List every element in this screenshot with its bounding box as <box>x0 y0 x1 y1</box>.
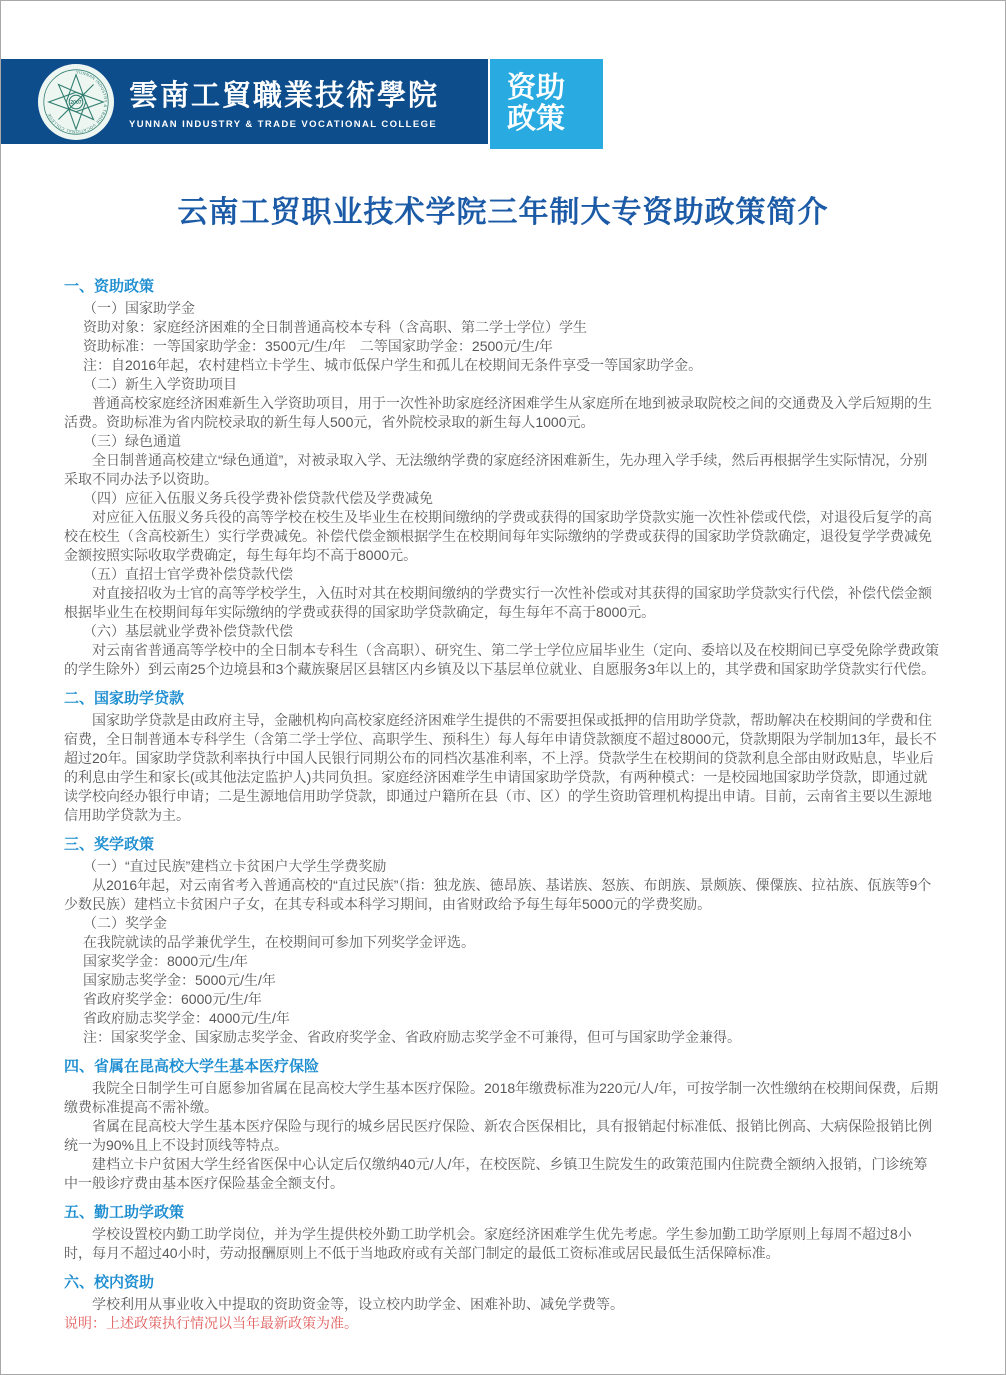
section-national-student-loan <box>64 689 939 825</box>
section-campus-aid <box>64 1273 939 1314</box>
section-heading: 二、国家助学贷款 <box>64 690 185 707</box>
college-name-zh: 雲南工貿職業技術學院 <box>129 78 440 112</box>
scholarship-amount-line: 省政府奖学金：6000元/生/年 <box>83 991 262 1007</box>
section-medical-insurance <box>64 1057 939 1193</box>
college-seal-logo <box>37 63 115 141</box>
section-heading: 四、省属在昆高校大学生基本医疗保险 <box>64 1058 320 1075</box>
policy-subitem: （三）绿色通道 <box>83 433 181 449</box>
policy-paragraph: 国家助学贷款是由政府主导，金融机构向高校家庭经济困难学生提供的不需要担保或抵押的信用助学贷款，帮助解决在校期间的学费和住宿费，全日制普通本专科学生（含第二学士学位、高职学生、预科生）每人每年申请贷款额度不超过8000元，贷款期限为学制加13年，最长不超过20年。国家助学贷款利率执行中国人民银行同期公布的同档次基准利率，不上浮。贷款学生在校期间的贷款利息全部由财政贴息，毕业后的利息由学生和家长(或其他法定监护人)共同负担。家庭经济困难学生申请国家助学贷款，有两种模式：一是校园地国家助学贷款，即通过就读学校向经办银行申请；二是生源地信用助学贷款，即通过户籍所在县（市、区）的学生资助管理机构提出申请。目前，云南省主要以生源地信用助学贷款为主。 <box>64 712 937 823</box>
policy-paragraph: 省属在昆高校大学生基本医疗保险与现行的城乡居民医疗保险、新农合医保相比，具有报销起付标准低、报销比例高、大病保险报销比例统一为90%且上不设封顶线等特点。 <box>64 1118 932 1153</box>
policy-note-line: 注：国家奖学金、国家励志奖学金、省政府奖学金、省政府励志奖学金不可兼得，但可与国家助学金兼得。 <box>83 1029 741 1045</box>
policy-subitem: （五）直招士官学费补偿贷款代偿 <box>83 566 293 582</box>
policy-paragraph: 学校设置校内勤工助学岗位，并为学生提供校外勤工助学机会。家庭经济困难学生优先考虑。学生参加勤工助学原则上每周不超过8小时，每月不超过40小时，劳动报酬原则上不低于当地政府或有关部门制定的最低工资标准或居民最低生活保障标准。 <box>64 1226 912 1261</box>
disclaimer-note: 说明：上述政策执行情况以当年最新政策为准。 <box>64 1315 358 1331</box>
page-title: 云南工贸职业技术学院三年制大专资助政策简介 <box>177 196 829 229</box>
section-heading: 三、奖学政策 <box>64 836 155 853</box>
policy-subitem: （四）应征入伍服义务兵役学费补偿贷款代偿及学费减免 <box>83 490 433 506</box>
policy-line: 资助对象：家庭经济困难的全日制普通高校本专科（含高职、第二学士学位）学生 <box>83 319 587 335</box>
policy-paragraph: 对应征入伍服义务兵役的高等学校在校生及毕业生在校期间缴纳的学费或获得的国家助学贷款实施一次性补偿或代偿，对退役后复学的高校在校生（含高校新生）实行学费减免。补偿代偿金额根据学生在校期间每年实际缴纳的学费或获得的国家助学贷款确定，退役复学学费减免金额按照实际收取学费确定，每生每年均不高于8000元。 <box>64 509 932 563</box>
section-heading: 六、校内资助 <box>64 1274 155 1291</box>
policy-subitem: （六）基层就业学费补偿贷款代偿 <box>83 623 293 639</box>
policy-line: 资助标准：一等国家助学金：3500元/生/年 二等国家助学金：2500元/生/年 <box>83 338 553 354</box>
section-heading: 一、资助政策 <box>64 278 155 295</box>
seal-year: 2007 <box>70 99 82 106</box>
college-name-block <box>129 73 439 130</box>
college-name-en: YUNNAN INDUSTRY & TRADE VOCATIONAL COLLEGE <box>129 119 438 130</box>
scholarship-amount-line: 国家奖学金：8000元/生/年 <box>83 953 248 969</box>
scholarship-amount-line: 省政府励志奖学金：4000元/生/年 <box>83 1010 290 1026</box>
policy-subitem: （二）奖学金 <box>83 915 167 931</box>
policy-badge <box>490 59 603 149</box>
header-banner <box>1 59 1005 149</box>
policy-paragraph: 对直接招收为士官的高等学校学生，入伍时对其在校期间缴纳的学费实行一次性补偿或对其获得的国家助学贷款实行代偿，补偿代偿金额根据毕业生在校期间每年实际缴纳的学费或获得的国家助学贷款确定，每生每年不高于8000元。 <box>64 585 932 620</box>
policy-badge-line2: 政策 <box>507 103 566 135</box>
scholarship-amount-line: 国家励志奖学金：5000元/生/年 <box>83 972 276 988</box>
section-work-study-policy <box>64 1203 939 1263</box>
section-funding-policy <box>64 277 939 679</box>
policy-subitem: （一）国家助学金 <box>83 300 195 316</box>
section-heading: 五、勤工助学政策 <box>64 1204 185 1221</box>
policy-subitem: （一）“直过民族”建档立卡贫困户大学生学费奖励 <box>83 858 387 874</box>
policy-paragraph: 从2016年起，对云南省考入普通高校的“直过民族”（指：独龙族、德昂族、基诺族、怒族、布朗族、景颇族、傈僳族、拉祜族、佤族等9个少数民族）建档立卡贫困户子女，在其专科或本科学习期间，由省财政给予每生每年5000元的学费奖励。 <box>64 877 932 912</box>
policy-line: 在我院就读的品学兼优学生，在校期间可参加下列奖学金评选。 <box>83 934 475 950</box>
policy-paragraph: 全日制普通高校建立“绿色通道”，对被录取入学、无法缴纳学费的家庭经济困难新生，先办理入学手续，然后再根据学生实际情况，分别采取不同办法予以资助。 <box>64 452 928 487</box>
policy-paragraph: 学校利用从事业收入中提取的资助资金等，设立校内助学金、困难补助、减免学费等。 <box>92 1296 624 1312</box>
document-body <box>64 277 939 1333</box>
policy-subitem: （二）新生入学资助项目 <box>83 376 237 392</box>
policy-paragraph: 建档立卡户贫困大学生经省医保中心认定后仅缴纳40元/人/年，在校医院、乡镇卫生院发生的政策范围内住院费全额纳入报销，门诊统筹中一般诊疗费由基本医疗保险基金全额支付。 <box>64 1156 928 1191</box>
policy-paragraph: 对云南省普通高等学校中的全日制本专科生（含高职）、研究生、第二学士学位应届毕业生（定向、委培以及在校期间已享受免除学费政策的学生除外）到云南25个边境县和3个藏族聚居区县辖区内乡镇及以下基层单位就业、自愿服务3年以上的，其学费和国家助学贷款实行代偿。 <box>64 642 939 677</box>
section-scholarship-policy <box>64 835 939 1047</box>
policy-note-line: 注：自2016年起，农村建档立卡学生、城市低保户学生和孤儿在校期间无条件享受一等国家助学金。 <box>83 357 703 373</box>
policy-paragraph: 普通高校家庭经济困难新生入学资助项目，用于一次性补助家庭经济困难学生从家庭所在地到被录取院校之间的交通费及入学后短期的生活费。资助标准为省内院校录取的新生每人500元，省外院校录取的新生每人1000元。 <box>64 395 932 430</box>
policy-badge-line1: 资助 <box>507 72 566 104</box>
banner-college-strip <box>1 59 488 144</box>
seal-ring-text: YUNNAN INDUSTRY & TRADE VOCATIONAL COLLEGE <box>46 69 109 134</box>
policy-paragraph: 我院全日制学生可自愿参加省属在昆高校大学生基本医疗保险。2018年缴费标准为220元/人/年，可按学制一次性缴纳在校期间保费，后期缴费标准提高不需补缴。 <box>64 1080 939 1115</box>
